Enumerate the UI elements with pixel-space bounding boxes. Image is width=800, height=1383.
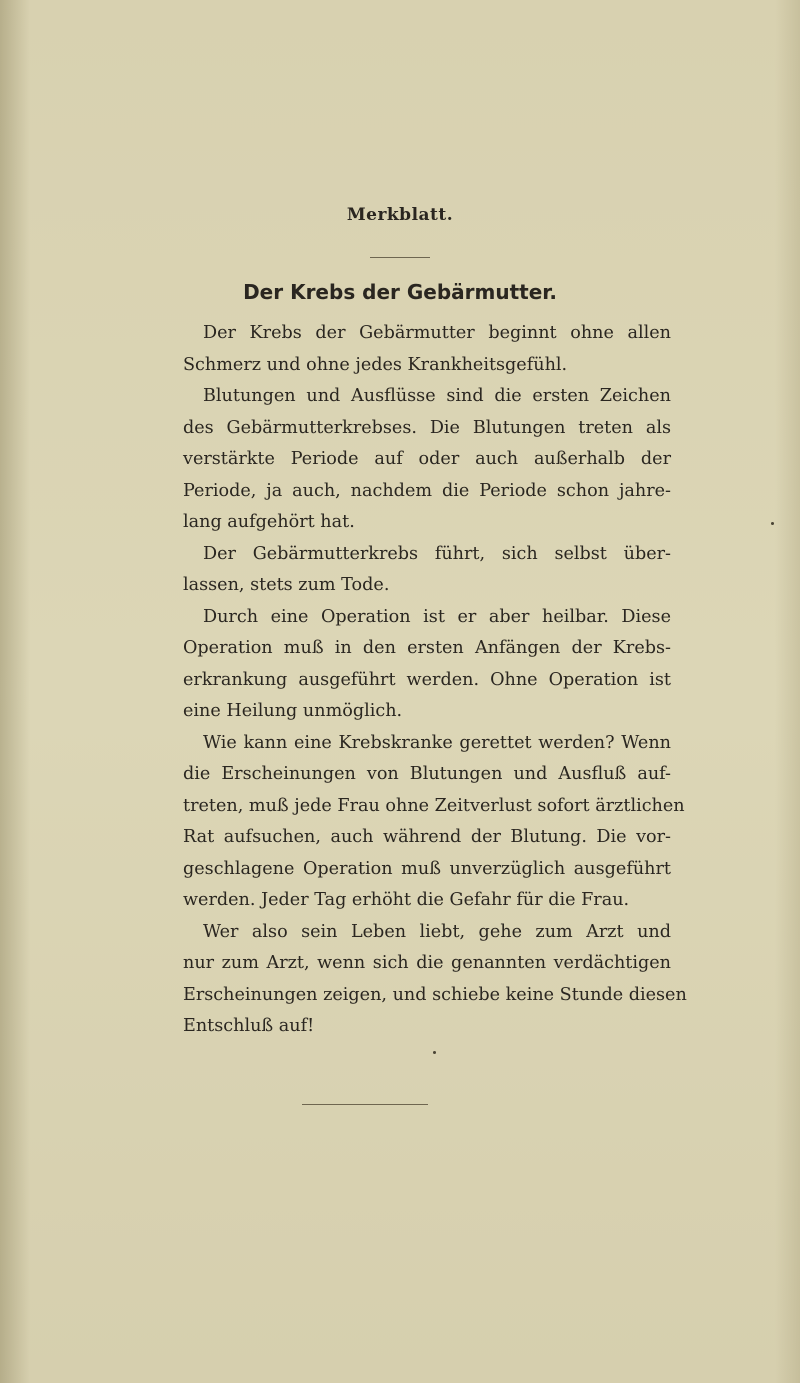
- text-line: treten, muß jede Frau ohne Zeitverlust sofort ärztlichen: [183, 795, 685, 816]
- text-line: lang aufgehört hat.: [183, 512, 355, 532]
- bottom-divider: [302, 1104, 428, 1105]
- paper-speck: [771, 522, 774, 525]
- text-line: nur zum Arzt, wenn sich die genannten verdächtigen: [183, 953, 671, 973]
- text-line: Periode, ja auch, nachdem die Periode schon jahre-: [183, 480, 671, 501]
- text-line: Erscheinungen zeigen, und schiebe keine Stunde diesen: [183, 984, 687, 1005]
- text-line: geschlagene Operation muß unverzüglich ausgeführt: [183, 858, 671, 879]
- text-line: verstärkte Periode auf oder auch außerhalb der: [183, 449, 671, 469]
- text-line: Entschluß auf!: [183, 1016, 315, 1036]
- text-line: Wer also sein Leben liebt, gehe zum Arzt und: [203, 921, 671, 942]
- text-line: Durch eine Operation ist er aber heilbar. Diese: [203, 606, 671, 627]
- text-line: lassen, stets zum Tode.: [183, 575, 390, 595]
- text-line: Wie kann eine Krebskranke gerettet werden? Wenn: [203, 732, 671, 753]
- text-line: Schmerz und ohne jedes Krankheitsgefühl.: [183, 354, 568, 375]
- text-line: erkrankung ausgeführt werden. Ohne Operation ist: [183, 669, 671, 690]
- top-divider: [370, 257, 430, 258]
- text-line: Operation muß in den ersten Anfängen der Krebs-: [183, 638, 671, 658]
- text-line: Der Gebärmutterkrebs führt, sich selbst über-: [203, 543, 671, 564]
- text-line: werden. Jeder Tag erhöht die Gefahr für die Frau.: [183, 890, 630, 910]
- document-title: Der Krebs der Gebärmutter.: [243, 280, 557, 304]
- text-line: Blutungen und Ausflüsse sind die ersten Zeichen: [203, 386, 671, 406]
- paper-speck: [433, 1051, 436, 1054]
- text-line: eine Heilung unmöglich.: [183, 701, 403, 721]
- document-heading: Merkblatt.: [346, 205, 454, 225]
- text-line: die Erscheinungen von Blutungen und Ausfluß auf-: [183, 764, 671, 784]
- text-line: Rat aufsuchen, auch während der Blutung. Die vor-: [183, 827, 671, 847]
- document-body: [183, 318, 687, 1043]
- text-line: des Gebärmutterkrebses. Die Blutungen treten als: [183, 417, 671, 438]
- text-line: Der Krebs der Gebärmutter beginnt ohne allen: [203, 323, 671, 343]
